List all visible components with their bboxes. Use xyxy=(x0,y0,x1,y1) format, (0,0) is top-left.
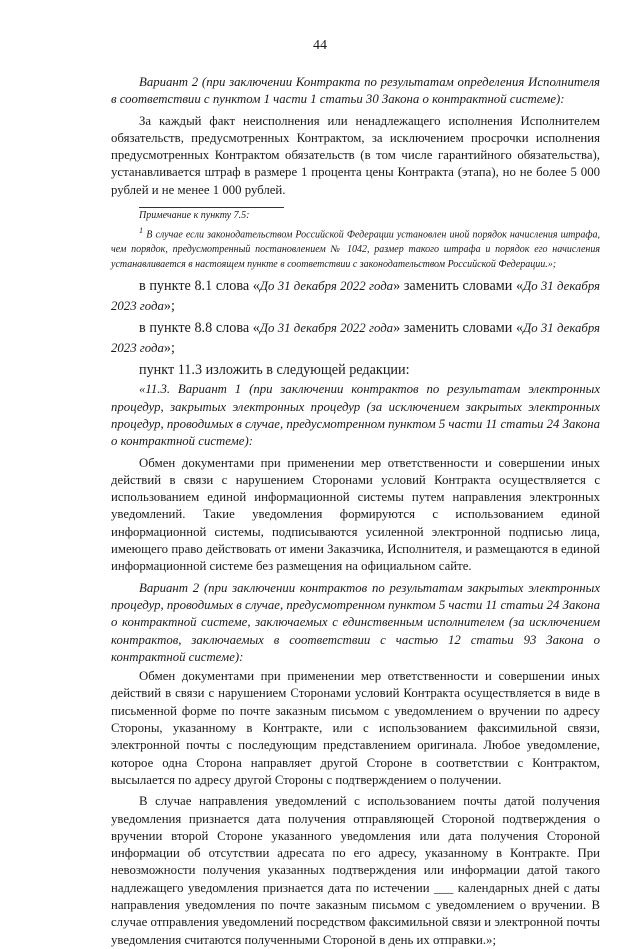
item-8-8-old: До 31 декабря 2022 года xyxy=(259,321,394,336)
item-8-8-mid: » заменить словами « xyxy=(393,320,524,337)
note-text: В случае если законодательством Российской Федерации установлен иной порядок начисления штрафа, чем порядок, предусмотренный постановлением № 1042, размер такого штрафа и порядок его начисления устанавливается в настоящем пункте в соответствии с законодательством Российской Федерации.»; xyxy=(111,229,600,271)
footnote-mark: 1 xyxy=(139,226,144,236)
variant1-title: «11.3. Вариант 1 (при заключении контрактов по результатам электронных процедур, закрытых электронных процедур (за исключением закрытых электронных процедур, проводимых в случае, предусмотренном пунктом 5 части 11 статьи 24 Закона о контрактной системе): xyxy=(111,382,601,449)
variant2-title: Вариант 2 (при заключении Контракта по результатам определения Исполнителя в соответствии с пунктом 1 части 1 статьи 30 Закона о контрактной системе): xyxy=(111,75,600,107)
page-content xyxy=(111,74,600,949)
item-8-1-prefix: в пункте 8.1 слова « xyxy=(139,278,260,295)
item-8-1-mid: » заменить словами « xyxy=(393,278,524,295)
item-11-3-header: пункт 11.3 изложить в следующей редакции: xyxy=(139,362,410,379)
page-number: 44 xyxy=(313,38,327,53)
variant2b-paragraph-2: В случае направления уведомлений с использованием почты датой получения уведомления признается дата получения отправляющей Стороной подтверждения о вручении второй Стороне указанного уведомления или дата получения Стороной информации об отсутствии адресата по его адресу, указанному в Контракте. При невозможности получения указанных подтверждения или информации датой такого надлежащего уведомления признается дата по истечении ___ календарных дней с даты направления уведомления по почте заказным письмом с уведомлением о вручении. В случае отправления уведомлений посредством факсимильной связи и электронной почты уведомления считаются полученными Стороной в день их отправки.»; xyxy=(111,794,600,947)
item-8-8-new: До 31 декабря 2023 года xyxy=(111,321,600,356)
penalty-paragraph: За каждый факт неисполнения или ненадлежащего исполнения Исполнителем обязательств, предусмотренных Контрактом, за исключением просрочки исполнения предусмотренных Контрактом обязательств (в том числе гарантийного обязательства), устанавливается штраф в размере 1 процента цены Контракта (этапа), но не более 5 000 рублей и не менее 1 000 рублей. xyxy=(111,113,600,197)
item-8-8 xyxy=(111,318,600,358)
variant2b-title: Вариант 2 (при заключении контрактов по результатам закрытых электронных процедур, проводимых в случае, предусмотренном пунктом 5 части 11 статьи 24 Закона о контрактной системе, заключаемых с единственным исполнителем (за исключением контрактов, заключаемых в соответствии с частью 12 статьи 93 Закона о контрактной системе): xyxy=(111,580,601,664)
note-footnote xyxy=(111,223,600,272)
item-8-1 xyxy=(111,276,600,316)
item-8-8-suffix: »; xyxy=(163,340,175,357)
variant2b-paragraph-1: Обмен документами при применении мер ответственности и совершении иных действий в связи с нарушением Сторонами условий Контракта осуществляется в виде в письменной форме по почте заказным письмом с уведомлением о вручении по адресу Стороны, указанному в Контракте, или с использованием факсимильной связи, электронной почты с последующим представлением оригинала. Любое уведомление, которое одна Сторона направляет другой Стороне в соответствии с Контрактом, высылается по адресу другой Стороны с подтверждением о получении. xyxy=(111,669,600,787)
note-heading: Примечание к пункту 7.5: xyxy=(139,210,250,222)
item-8-1-new: До 31 декабря 2023 года xyxy=(111,279,600,314)
variant1-paragraph: Обмен документами при применении мер ответственности и совершении иных действий в связи с нарушением Сторонами условий Контракта осуществляется с использованием единой информационной системы путем направления электронных уведомлений. Такие уведомления формируются с использованием единой информационной системы, подписываются усиленной электронной подписью лица, имеющего право действовать от имени Заказчика, Исполнителя, и размещаются в единой информационной системе без размещения на официальном сайте. xyxy=(111,455,600,574)
item-8-8-prefix: в пункте 8.8 слова « xyxy=(139,320,260,337)
item-8-1-suffix: »; xyxy=(163,298,175,315)
item-8-1-old: До 31 декабря 2022 года xyxy=(259,279,394,294)
